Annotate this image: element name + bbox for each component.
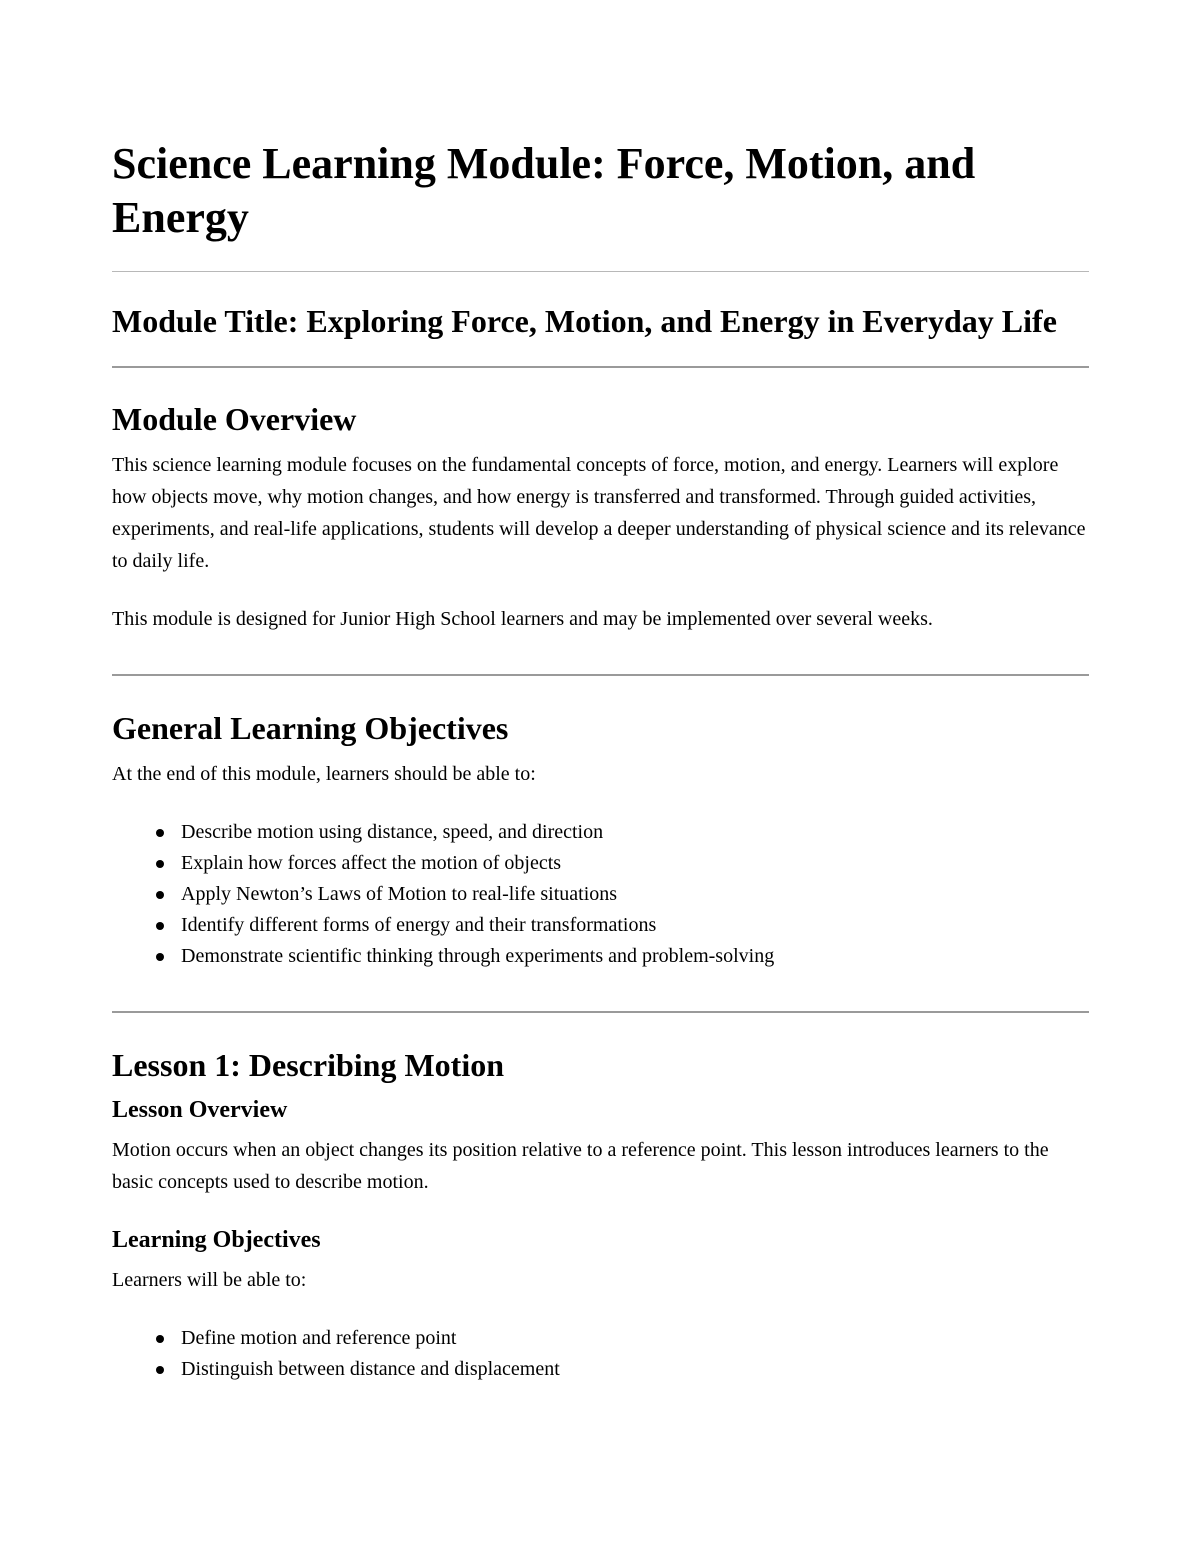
module-title: Module Title: Exploring Force, Motion, and Energy in Everyday Life xyxy=(112,303,1057,339)
learning-objectives-heading: Learning Objectives xyxy=(112,1227,321,1253)
lesson-overview-heading: Lesson Overview xyxy=(112,1097,288,1123)
divider xyxy=(112,271,1089,272)
bullet-icon xyxy=(156,1366,164,1374)
list-item-text: Identify different forms of energy and their transformations xyxy=(181,914,657,936)
divider xyxy=(112,1011,1089,1013)
list-item xyxy=(181,879,1089,910)
list-item-text: Demonstrate scientific thinking through experiments and problem-solving xyxy=(181,945,775,967)
bullet-icon xyxy=(156,953,164,961)
bullet-icon xyxy=(156,860,164,868)
lesson-overview-text: Motion occurs when an object changes its position relative to a reference point. This lesson introduces learners to the basic concepts used to describe motion. xyxy=(112,1139,1049,1193)
bullet-icon xyxy=(156,922,164,930)
list-item-text: Define motion and reference point xyxy=(181,1327,457,1349)
general-objectives-list xyxy=(112,817,1089,972)
list-item-text: Apply Newton’s Laws of Motion to real-life situations xyxy=(181,883,618,905)
document-title: Science Learning Module: Force, Motion, and Energy xyxy=(112,139,976,242)
list-item-text: Distinguish between distance and displacement xyxy=(181,1358,560,1380)
list-item-text: Explain how forces affect the motion of objects xyxy=(181,852,562,874)
list-item-text: Describe motion using distance, speed, and direction xyxy=(181,821,604,843)
learning-objectives-intro: Learners will be able to: xyxy=(112,1269,307,1291)
list-item xyxy=(181,941,1089,972)
list-item xyxy=(181,848,1089,879)
learning-objectives-list xyxy=(112,1323,1089,1385)
divider xyxy=(112,366,1089,368)
overview-paragraph: This science learning module focuses on the fundamental concepts of force, motion, and energy. Learners will explore how objects move, why motion changes, and how energy is transferred and transformed. Through guided activities, experiments, and real-life applications, students will develop a deeper understanding of physical science and its relevance to daily life. xyxy=(112,454,1086,572)
bullet-icon xyxy=(156,891,164,899)
general-objectives-intro: At the end of this module, learners should be able to: xyxy=(112,763,536,785)
overview-heading: Module Overview xyxy=(112,401,357,437)
list-item xyxy=(181,910,1089,941)
lesson-heading: Lesson 1: Describing Motion xyxy=(112,1047,504,1083)
bullet-icon xyxy=(156,829,164,837)
list-item xyxy=(181,1354,1089,1385)
bullet-icon xyxy=(156,1335,164,1343)
overview-paragraph: This module is designed for Junior High School learners and may be implemented over several weeks. xyxy=(112,608,933,630)
divider xyxy=(112,674,1089,676)
general-objectives-heading: General Learning Objectives xyxy=(112,710,509,746)
list-item xyxy=(181,817,1089,848)
list-item xyxy=(181,1323,1089,1354)
document-page xyxy=(112,0,1089,1385)
